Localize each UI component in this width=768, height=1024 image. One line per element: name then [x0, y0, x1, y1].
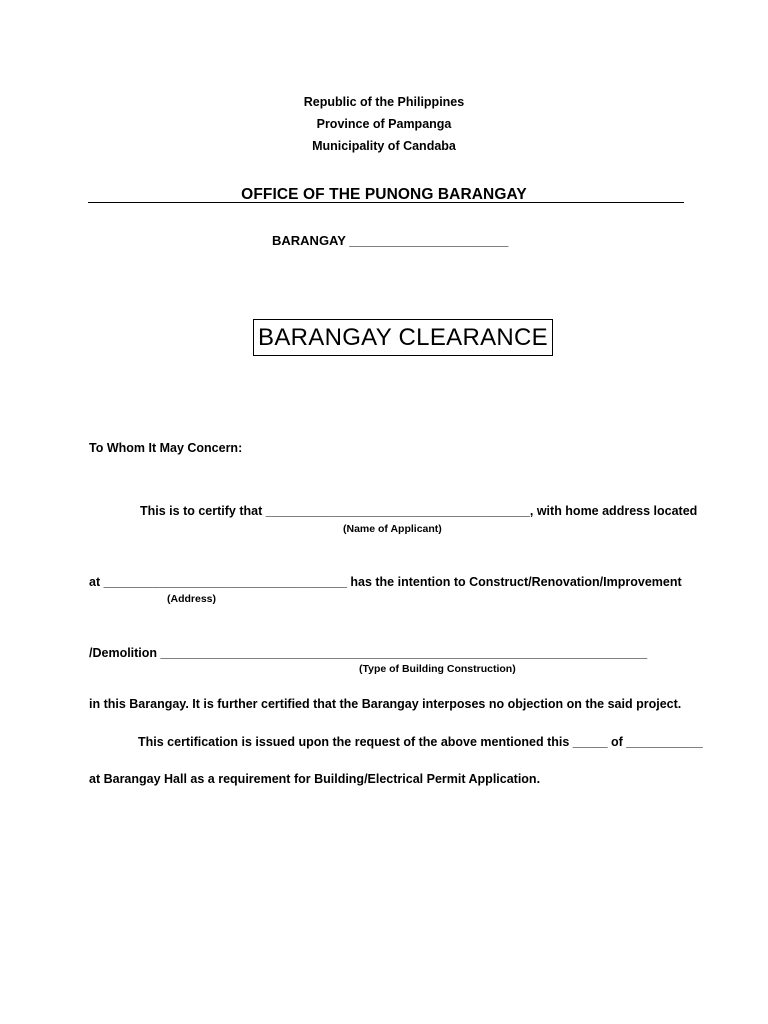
barangay-name-line: BARANGAY ______________________	[272, 233, 509, 248]
paragraph-address: at ___________________________________ has the intention to Construct/Renovation/Improvement	[89, 575, 682, 589]
document-title: BARANGAY CLEARANCE	[258, 323, 548, 351]
paragraph-certification: in this Barangay. It is further certified that the Barangay interposes no objection on the said project.	[89, 697, 682, 711]
paragraph-purpose: at Barangay Hall as a requirement for Building/Electrical Permit Application.	[89, 772, 541, 786]
header-province: Province of Pampanga	[316, 117, 452, 131]
caption-type-of-construction: (Type of Building Construction)	[359, 663, 516, 675]
paragraph-issued: This certification is issued upon the request of the above mentioned this _____ of ___________	[138, 735, 703, 749]
caption-address: (Address)	[167, 593, 217, 605]
paragraph-applicant: This is to certify that ______________________________________, with home address located	[140, 504, 698, 518]
header-republic: Republic of the Philippines	[303, 95, 465, 109]
caption-name-of-applicant: (Name of Applicant)	[343, 523, 442, 535]
salutation: To Whom It May Concern:	[89, 441, 243, 455]
office-title: OFFICE OF THE PUNONG BARANGAY	[241, 186, 527, 203]
document-title-box	[253, 319, 553, 356]
paragraph-demolition: /Demolition ______________________________________________________________________	[89, 646, 648, 660]
office-rule-divider	[88, 202, 684, 203]
header-municipality: Municipality of Candaba	[312, 139, 456, 153]
